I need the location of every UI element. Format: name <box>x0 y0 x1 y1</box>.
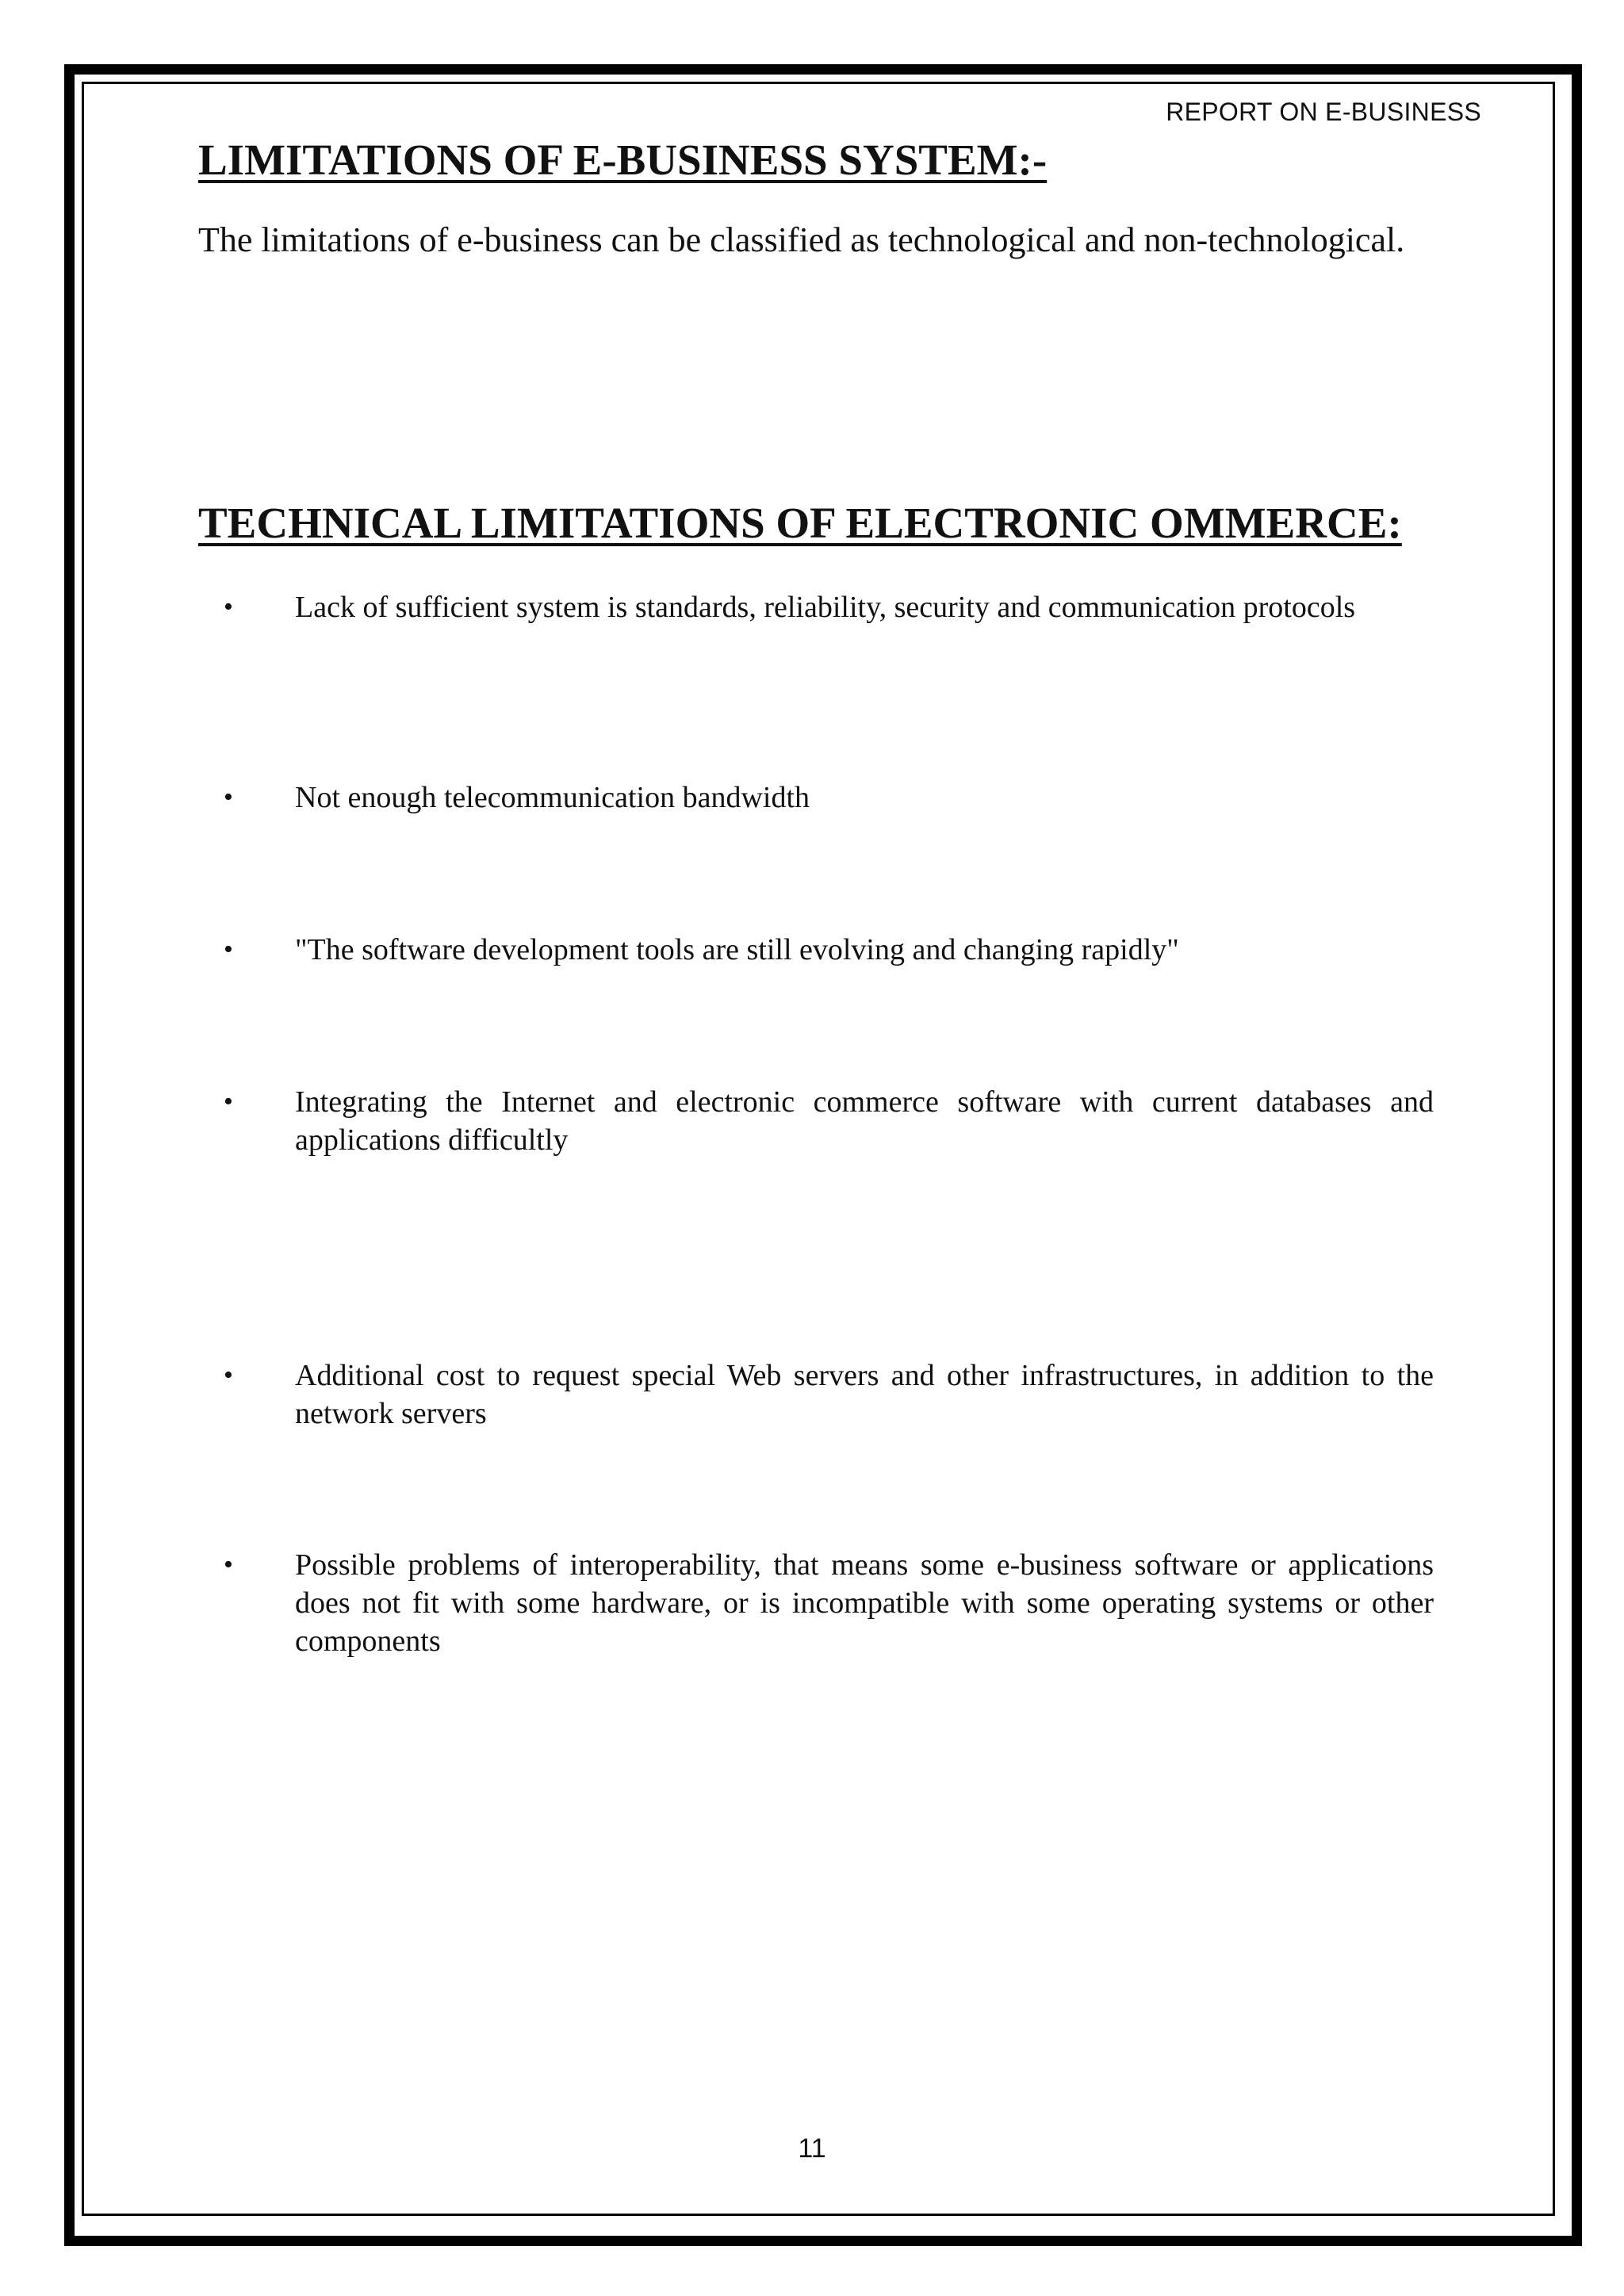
list-item <box>224 1546 1434 1660</box>
list-item-text: Possible problems of interoperability, that means some e-business software or applications does not fit with some hardware, or is incompatible with some operating systems or other components <box>295 1548 1434 1658</box>
bullet-icon: • <box>224 592 233 622</box>
bullet-icon: • <box>224 783 233 812</box>
intro-paragraph: The limitations of e-business can be classified as technological and non-technological. <box>198 220 1405 259</box>
running-header: REPORT ON E-BUSINESS <box>1166 98 1481 126</box>
bullet-icon: • <box>224 1360 233 1390</box>
section-heading-technical: TECHNICAL LIMITATIONS OF ELECTRONIC OMMERCE: <box>198 499 1402 547</box>
bullet-icon: • <box>224 1087 233 1116</box>
bullet-icon: • <box>224 935 233 964</box>
list-item-text: Not enough telecommunication bandwidth <box>295 781 810 814</box>
list-item <box>224 931 1434 969</box>
list-item-text: Additional cost to request special Web servers and other infrastructures, in addition to the network servers <box>295 1359 1434 1430</box>
section-heading-limitations: LIMITATIONS OF E-BUSINESS SYSTEM:- <box>198 136 1048 184</box>
list-item-text: Integrating the Internet and electronic commerce software with current databases and applications difficultly <box>295 1085 1434 1157</box>
list-item-text: "The software development tools are still evolving and changing rapidly" <box>295 933 1179 966</box>
list-item <box>224 779 1434 817</box>
list-item <box>224 588 1434 626</box>
list-item <box>224 1083 1434 1159</box>
page-number: 11 <box>798 2133 826 2164</box>
list-item <box>224 1357 1434 1433</box>
bullet-icon: • <box>224 1550 233 1579</box>
list-item-text: Lack of sufficient system is standards, reliability, security and communication protocols <box>295 591 1356 624</box>
